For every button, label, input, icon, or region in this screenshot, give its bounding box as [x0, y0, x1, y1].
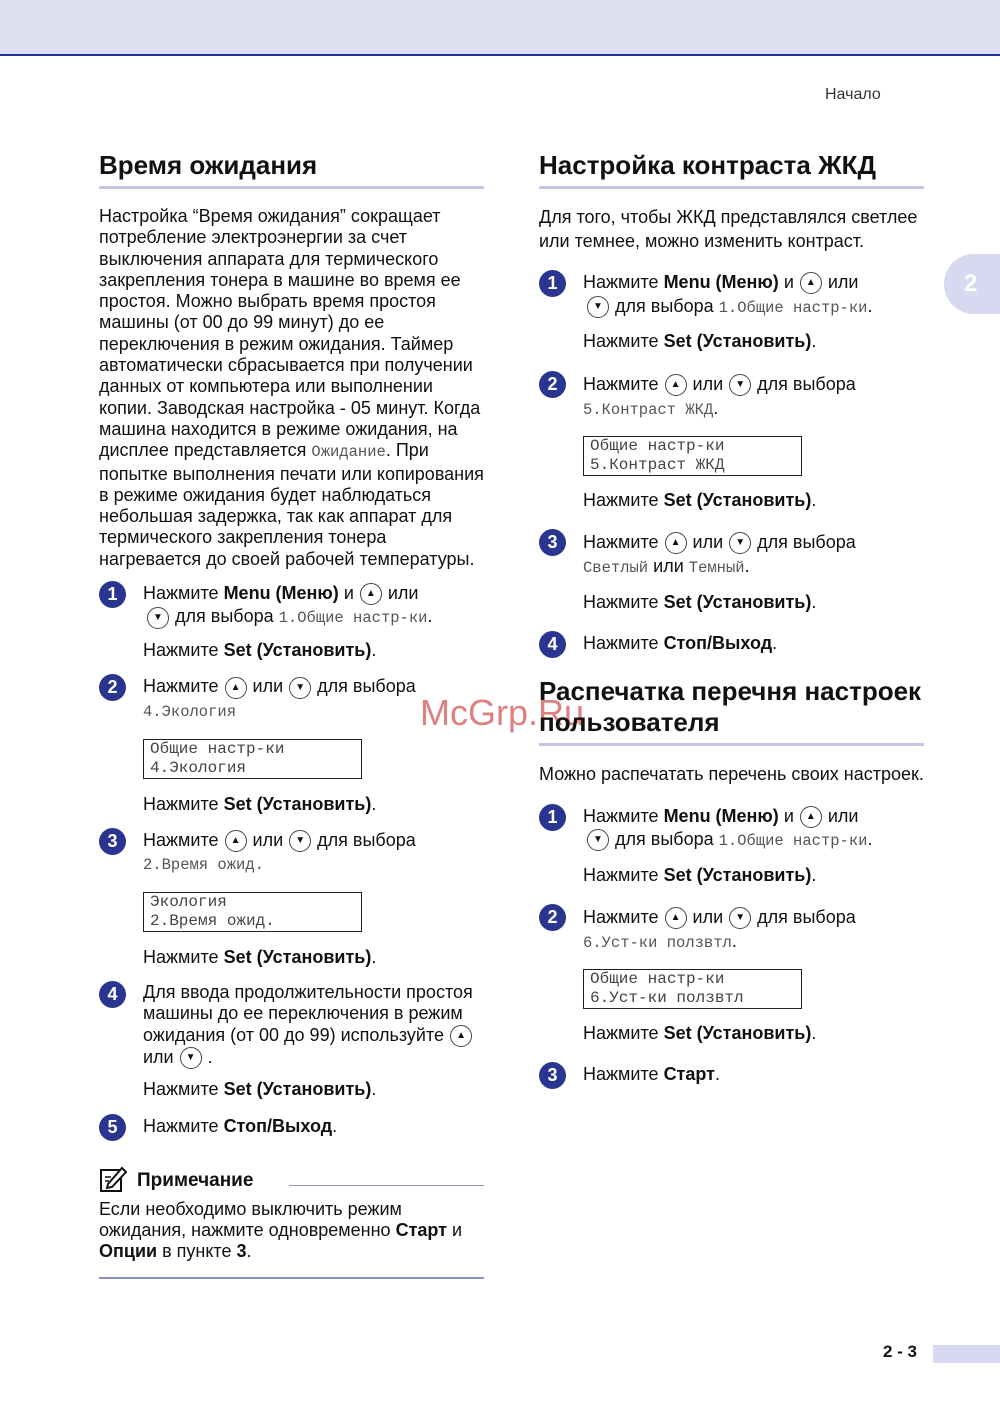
- left-column: [99, 150, 484, 1279]
- step-2: 2 Нажмите ▲ или ▼ для выбора 4.Экология Общие настр-ки 4.Экология Нажмите Set (Установить).: [99, 675, 484, 814]
- top-header-band: [0, 0, 1000, 56]
- step-4: 4 Для ввода продолжительности простоя машины до ее переключения в режим ожидания (от 00 до 99) используйте ▲или ▼ . Нажмите Set (Установить).: [99, 982, 484, 1101]
- step-number: 4: [539, 631, 566, 658]
- userlist-step-1: 1 Нажмите Menu (Меню) и ▲ или ▼ для выбора 1.Общие настр-ки. Нажмите Set (Установить).: [539, 805, 924, 888]
- right-column: [539, 150, 924, 1085]
- set-key: Set (Установить): [223, 1079, 372, 1100]
- down-arrow-icon: ▼: [729, 374, 751, 396]
- set-key: Set (Установить): [663, 864, 812, 885]
- lcd-inline-text: Ожидание: [311, 443, 386, 462]
- set-key: Set (Установить): [223, 640, 372, 661]
- up-arrow-icon: ▲: [665, 907, 687, 929]
- step-number: 2: [99, 674, 126, 701]
- page-number-band: [933, 1345, 1000, 1363]
- contrast-step-2: 2 Нажмите ▲ или ▼ для выбора 5.Контраст ЖКД. Общие настр-ки 5.Контраст ЖКД Нажмите Set (Установить).: [539, 372, 924, 512]
- section-title-sleep: Время ожидания: [99, 150, 484, 189]
- up-arrow-icon: ▲: [800, 272, 822, 294]
- userlist-step-2: 2 Нажмите ▲ или ▼ для выбора 6.Уст-ки ползвтл. Общие настр-ки 6.Уст-ки ползвтл Нажмите Set (Установить).: [539, 905, 924, 1045]
- step-3: 3 Нажмите ▲ или ▼ для выбора 2.Время ожид. Экология 2.Время ожид. Нажмите Set (Установить).: [99, 829, 484, 968]
- step-number: 2: [539, 904, 566, 931]
- menu-key: Menu (Меню): [663, 805, 779, 826]
- down-arrow-icon: ▼: [729, 907, 751, 929]
- down-arrow-icon: ▼: [289, 677, 311, 699]
- step-number: 3: [539, 1062, 566, 1089]
- down-arrow-icon: ▼: [147, 607, 169, 629]
- sleep-intro: Настройка “Время ожидания” сокращает потребление электроэнергии за счет выключения аппарата для термического закрепления тонера в машине во время ее простоя. Можно выбрать время простоя машины (от 00 до 99 минут) до ее переключения в режим ожидания. Таймер автоматически сбрасывается при получении данных от компьютера или выполнении копии. Заводская настройка - 05 минут. Когда машина находится в режиме ожидания, на дисплее представляется Ожидание. При попытке выполнения печати или копирования в режиме ожидания будет наблюдаться небольшая задержка, так как аппарат для термического закрепления тонера нагревается до своей рабочей температуры.: [99, 206, 484, 569]
- stop-exit-key: Стоп/Выход: [223, 1115, 333, 1136]
- down-arrow-icon: ▼: [587, 296, 609, 318]
- contrast-step-4: 4 Нажмите Стоп/Выход.: [539, 632, 924, 654]
- up-arrow-icon: ▲: [450, 1025, 472, 1047]
- menu-key: Menu (Меню): [663, 272, 779, 292]
- down-arrow-icon: ▼: [587, 829, 609, 851]
- note-divider: [289, 1185, 484, 1186]
- down-arrow-icon: ▼: [729, 532, 751, 554]
- lcd-display: Общие настр-ки 4.Экология: [143, 739, 362, 779]
- set-key: Set (Установить): [663, 331, 812, 351]
- page-number: 2 - 3: [883, 1342, 918, 1361]
- set-key: Set (Установить): [663, 592, 812, 612]
- step-1: 1 Нажмите Menu (Меню) и ▲ или ▼ для выбора 1.Общие настр-ки. Нажмите Set (Установить).: [99, 582, 484, 661]
- set-key: Set (Установить): [223, 946, 372, 967]
- note-pencil-icon: [99, 1165, 127, 1193]
- up-arrow-icon: ▲: [225, 830, 247, 852]
- lcd-display: Общие настр-ки 6.Уст-ки ползвтл: [583, 969, 802, 1009]
- note-title: Примечание: [137, 1169, 254, 1191]
- section-title-contrast: Настройка контраста ЖКД: [539, 150, 924, 189]
- chapter-number: 2: [964, 270, 978, 297]
- up-arrow-icon: ▲: [800, 806, 822, 828]
- step-number: 1: [539, 804, 566, 831]
- down-arrow-icon: ▼: [180, 1047, 202, 1069]
- step-number: 1: [99, 581, 126, 608]
- set-key: Set (Установить): [223, 793, 372, 814]
- userlist-intro: Можно распечатать перечень своих настроек.: [539, 764, 924, 784]
- userlist-step-3: 3 Нажмите Старт.: [539, 1063, 924, 1085]
- step-number: 3: [539, 529, 566, 556]
- lcd-display: Общие настр-ки 5.Контраст ЖКД: [583, 436, 802, 476]
- set-key: Set (Установить): [663, 489, 812, 510]
- note-header: [99, 1165, 484, 1197]
- step-number: 5: [99, 1114, 126, 1141]
- step-number: 3: [99, 828, 126, 855]
- chapter-tab: [944, 254, 1000, 314]
- up-arrow-icon: ▲: [360, 583, 382, 605]
- watermark: McGrp.Ru: [420, 692, 585, 733]
- menu-key: Menu (Меню): [223, 583, 339, 604]
- set-key: Set (Установить): [663, 1023, 812, 1044]
- lcd-display: Экология 2.Время ожид.: [143, 892, 362, 932]
- stop-exit-key: Стоп/Выход: [663, 633, 773, 653]
- step-number: 1: [539, 270, 566, 297]
- step-5: 5 Нажмите Стоп/Выход.: [99, 1115, 484, 1137]
- up-arrow-icon: ▲: [225, 677, 247, 699]
- up-arrow-icon: ▲: [665, 532, 687, 554]
- step-number: 2: [539, 371, 566, 398]
- section-title-user-settings: Распечатка перечня настроек пользователя: [539, 676, 924, 746]
- section-header: Начало: [825, 86, 881, 103]
- up-arrow-icon: ▲: [665, 374, 687, 396]
- contrast-step-3: 3 Нажмите ▲ или ▼ для выбора Светлый или Темный. Нажмите Set (Установить).: [539, 530, 924, 614]
- step-number: 4: [99, 981, 126, 1008]
- down-arrow-icon: ▼: [289, 830, 311, 852]
- note-text: Если необходимо выключить режим ожидания, нажмите одновременно Старт и Опции в пункте 3.: [99, 1199, 484, 1279]
- contrast-intro: Для того, чтобы ЖКД представлялся светлее или темнее, можно изменить контраст.: [539, 207, 918, 251]
- contrast-step-1: 1 Нажмите Menu (Меню) и ▲ или ▼ для выбора 1.Общие настр-ки. Нажмите Set (Установить).: [539, 271, 924, 354]
- start-key: Старт: [663, 1064, 715, 1085]
